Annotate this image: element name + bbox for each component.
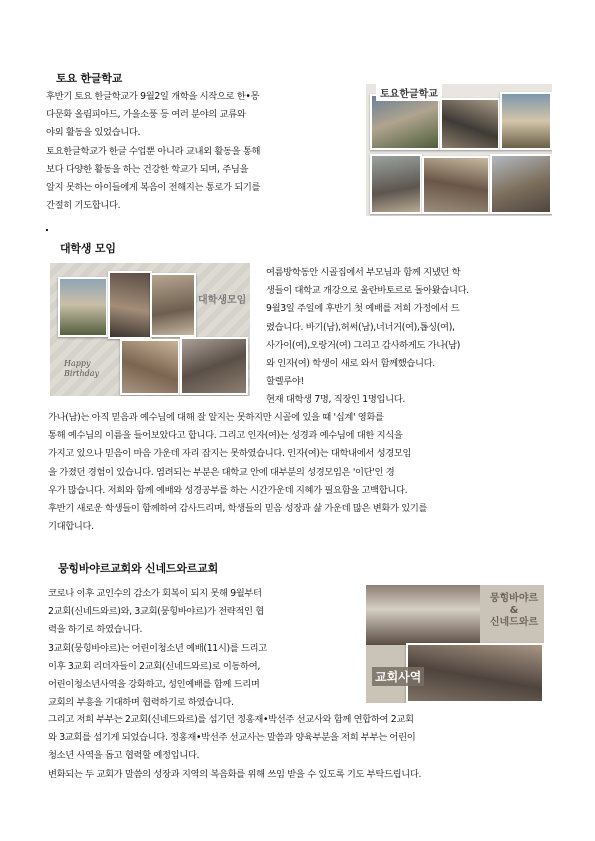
text-line: 와 3교회를 섬기게 되었습니다. 정홍재•박선주 선교사는 말씀과 양육부분을 저희 부부는 어린이 [48, 732, 416, 744]
text-line: 후반기 새로운 학생들이 함께하여 감사드리며, 학생들의 믿음 성장과 삶 가운데 많은 변화가 있기를 [48, 503, 428, 515]
text-line: 9월3일 주일에 후반기 첫 예배를 저희 가정에서 드 [266, 303, 460, 315]
collage-caption [64, 359, 99, 379]
text-line: 토요한글학교가 한글 수업뿐 아니라 교내외 활동을 통해 [46, 145, 261, 157]
text-line: 력을 하기로 하였습니다. [48, 624, 143, 636]
university-group-side-paragraph [266, 264, 558, 410]
label-line: 신네드와르 [489, 617, 539, 628]
text-line: 와 인자(여) 학생이 새로 와서 함께했습니다. [266, 358, 435, 370]
collage-photo [120, 339, 180, 395]
text-line: 기대합니다. [48, 521, 94, 533]
collage-photo [406, 643, 544, 703]
text-line: 코로나 이후 교인수의 감소가 회복이 되지 못해 9월부터 [48, 588, 262, 599]
collage-photo [370, 154, 422, 214]
collage-label: 교회사역 [372, 667, 424, 686]
text-line: 그리고 저희 부부는 2교회(신네드와르)를 섬기던 정홍재•박선주 선교사와 함께 연합하여 2교회 [48, 714, 414, 725]
stray-dot [46, 229, 48, 231]
collage-photo [150, 273, 196, 337]
collage-photo [58, 277, 108, 337]
collage-label: 대학생모임 [198, 295, 247, 306]
text-line: 알지 못하는 아이들에게 복음이 전해지는 통로가 되기를 [46, 182, 261, 194]
collage-label [486, 593, 542, 629]
text-line: 가지고 있으나 믿음이 마음 가운데 자리 잡지는 못하였습니다. 인자(여)는 대학내에서 성경모임 [48, 448, 412, 460]
section-title-church-ministry: 뭉힝바야르교회와 신네드와르교회 [58, 562, 219, 575]
saturday-school-photo-collage [366, 84, 552, 216]
text-line: 가나(남)는 아직 믿음과 예수님에 대해 잘 알지는 못하지만 시골에 있을 때 '십계' 영화를 [48, 412, 384, 423]
text-line: 렸습니다. 바기(남),허써(남),너너거(여),톱싱(여), [266, 321, 455, 333]
text-line: 3교회(뭉힝바야르)는 어린이청소년 예배(11시)를 드리고 [48, 642, 267, 654]
text-line: 2교회(신네드와르)와, 3교회(뭉힝바야르)가 전략적인 협 [48, 606, 264, 618]
label-line: 뭉힝바야르 [489, 593, 539, 604]
text-line: 을 가졌던 경험이 있습니다. 염려되는 부분은 대학교 안에 대부분의 성경모임은 '이단'인 경 [48, 466, 395, 478]
caption-line: Birthday [64, 369, 100, 378]
text-line: 다문화 올림피아드, 가을소풍 등 여러 분야의 교류와 [46, 109, 246, 121]
section-title-saturday-school: 토요 한글학교 [56, 72, 123, 85]
church-ministry-side-paragraph [48, 585, 358, 712]
text-line: 보다 다양한 활동을 하는 건강한 학교가 되며, 주님을 [46, 163, 249, 175]
text-line: 청소년 사역을 돕고 협력할 예정입니다. [48, 750, 200, 762]
text-line: 간절히 기도합니다. [46, 200, 121, 212]
text-line: 통해 예수님의 이름을 들어보았다고 합니다. 그리고 인자(여)는 성경과 예수님에 대한 지식을 [48, 430, 403, 442]
university-group-photo-collage [50, 263, 250, 396]
text-line: 현재 대학생 7명, 직장인 1명입니다. [266, 394, 405, 406]
collage-photo [108, 271, 152, 339]
text-line: 생들이 대학교 개강으로 울란바토르로 돌아왔습니다. [266, 285, 469, 297]
collage-photo [490, 154, 552, 214]
section-title-university-group: 대학생 모임 [60, 242, 116, 255]
caption-line: Happy [64, 359, 91, 368]
text-line: 할렐루야! [266, 376, 304, 388]
text-line: 사가이(여),오랑거(여) 그리고 감사하게도 가나(남) [266, 339, 461, 351]
text-line: 변화되는 두 교회가 말씀의 성장과 지역의 복음화를 위해 쓰임 받을 수 있도록 기도 부탁드립니다. [48, 768, 422, 780]
text-line: 후반기 토요 한글학교가 9월2일 개학을 시작으로 한•몽 [46, 91, 260, 102]
saturday-school-paragraph [46, 88, 362, 215]
label-line: & [509, 605, 519, 616]
text-line: 여름방학동안 시골집에서 부모님과 함께 지냈던 학 [266, 267, 461, 278]
collage-photo [370, 94, 440, 150]
church-ministry-photo-collage [366, 585, 544, 703]
collage-photo [422, 156, 490, 214]
text-line: 이후 3교회 리더자들이 2교회(신네드와르)로 이동하여, [48, 660, 260, 672]
university-group-full-paragraph [48, 409, 560, 536]
collage-photo [366, 585, 480, 645]
church-ministry-full-paragraph [48, 711, 560, 784]
text-line: 교회의 부흥을 기대하며 협력하기로 하였습니다. [48, 697, 234, 709]
collage-photo [500, 92, 552, 150]
text-line: 야외 활동을 있었습니다. [46, 127, 141, 139]
text-line: 우가 많습니다. 저희와 함께 예배와 성경공부를 하는 시간가운데 지혜가 필요함을 고백합니다. [48, 484, 408, 496]
text-line: 어린이청소년사역을 강화하고, 성인예배를 함께 드리며 [48, 679, 260, 691]
collage-photo [440, 98, 500, 150]
collage-label: 토요한글학교 [376, 84, 442, 101]
collage-photo [180, 337, 248, 395]
